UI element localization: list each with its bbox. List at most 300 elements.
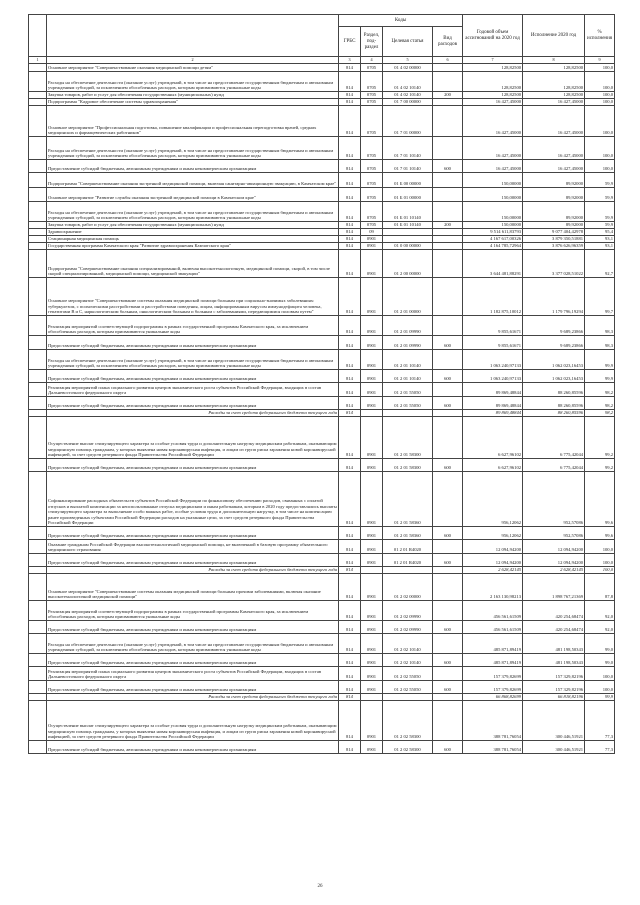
- column-number: 1: [29, 57, 47, 64]
- row-grbs: 814: [339, 278, 361, 316]
- row-plan-amount: 2 163 130,98213: [463, 574, 523, 601]
- row-description: Предоставление субсидий бюджетным, автономным учреждениям и иным некоммерческим организациям: [47, 554, 339, 567]
- row-index-cell: [29, 397, 47, 410]
- row-fact-amount: 128,82500: [523, 92, 585, 99]
- row-description: Закупка товаров, работ и услуг для обеспечения государственных (муниципальных) нужд: [47, 92, 339, 99]
- row-index-cell: [29, 160, 47, 173]
- row-grbs: 814: [339, 160, 361, 173]
- row-grbs: 814: [339, 621, 361, 634]
- row-percent: 87,8: [585, 574, 615, 601]
- row-index-cell: [29, 694, 47, 701]
- row-description: Предоставление субсидий бюджетным, автономным учреждениям и иным некоммерческим организациям: [47, 370, 339, 383]
- row-percent: 100,0: [585, 667, 615, 681]
- row-description: Стационарная медицинская помощь: [47, 236, 339, 243]
- row-razdel: 0901: [361, 527, 383, 540]
- row-target-article: 01 2 00 00000: [383, 250, 433, 278]
- row-description: Предоставление субсидий бюджетным, автономным учреждениям и иным некоммерческим организациям: [47, 160, 339, 173]
- row-target-article: 01 Б 01 10140: [383, 222, 433, 229]
- row-description: Расходы за счет средств федерального бюджета текущего года: [47, 410, 339, 417]
- row-description: Софинансирование расходных обязательств субъектов Российской Федерации по финансовому обеспечению расходов, связанных с оплатой отпусков и выплатой компенсации за неиспользованные отпуска медицинским и иным работникам, которым в 2020 году предоставлялись выплаты стимулирующего характера за выполнение особо важных работ, особые условия труда и дополнительную нагрузку, в том числе на компенсацию ранее произведенных субъектами Российской Федерации расходов на указанные цели, за счет средств резервного фонда Правительства Российской Федерации: [47, 472, 339, 527]
- row-grbs: 814: [339, 701, 361, 741]
- row-description: Предоставление субсидий бюджетным, автономным учреждениям и иным некоммерческим организациям: [47, 741, 339, 754]
- table-row: [29, 472, 615, 527]
- row-plan-amount: 89 869,48844: [463, 397, 523, 410]
- row-percent: 100,0: [585, 64, 615, 72]
- row-fact-amount: 3 876 626,96359: [523, 243, 585, 250]
- table-row: [29, 64, 615, 72]
- table-row: [29, 350, 615, 370]
- row-fact-amount: 300 446,51921: [523, 741, 585, 754]
- row-expense-type: 600: [433, 459, 463, 472]
- table-row: [29, 527, 615, 540]
- row-fact-amount: 2 628,42145: [523, 567, 585, 574]
- row-expense-type: [433, 667, 463, 681]
- row-fact-amount: 1 062 023,16453: [523, 370, 585, 383]
- row-grbs: 814: [339, 243, 361, 250]
- table-row: [29, 621, 615, 634]
- row-percent: 99,9: [585, 350, 615, 370]
- table-row: [29, 370, 615, 383]
- row-index-cell: [29, 137, 47, 160]
- row-expense-type: [433, 601, 463, 621]
- row-description: Предоставление субсидий бюджетным, автономным учреждениям и иным некоммерческим организациям: [47, 459, 339, 472]
- row-percent: 99,6: [585, 527, 615, 540]
- row-index-cell: [29, 250, 47, 278]
- row-grbs: 814: [339, 92, 361, 99]
- row-fact-amount: 6 775,42044: [523, 417, 585, 459]
- row-razdel: 0901: [361, 383, 383, 397]
- row-description: Реализация мероприятий соответствующей подпрограммы в рамках государственной программы Камчатского края, за исключением обособленных расходов, которым присваиваются уникальные коды: [47, 601, 339, 621]
- row-index-cell: [29, 278, 47, 316]
- table-subtotal-row: [29, 567, 615, 574]
- row-grbs: 814: [339, 137, 361, 160]
- row-expense-type: [433, 250, 463, 278]
- row-description: Основное мероприятие "Совершенствование системы оказания медицинской помощи больным прочими заболеваниями, включая оказание высокотехнологичной медицинской помощи": [47, 574, 339, 601]
- row-razdel: 0705: [361, 72, 383, 92]
- row-expense-type: 600: [433, 370, 463, 383]
- row-plan-amount: 485 871,89419: [463, 634, 523, 654]
- row-index-cell: [29, 236, 47, 243]
- row-target-article: [383, 236, 433, 243]
- row-razdel: 0901: [361, 459, 383, 472]
- row-plan-amount: 16 427,45000: [463, 137, 523, 160]
- row-index-cell: [29, 417, 47, 459]
- table-subtotal-row: [29, 410, 615, 417]
- row-grbs: 814: [339, 601, 361, 621]
- row-fact-amount: 89,92000: [523, 202, 585, 222]
- row-index-cell: [29, 106, 47, 137]
- row-razdel: 0901: [361, 634, 383, 654]
- header-plan: Годовой объем ассигнований на 2020 год: [463, 15, 523, 57]
- row-index-cell: [29, 574, 47, 601]
- table-row: [29, 160, 615, 173]
- row-plan-amount: 2 628,42145: [463, 567, 523, 574]
- table-row: [29, 741, 615, 754]
- row-index-cell: [29, 540, 47, 554]
- row-target-article: [383, 694, 433, 701]
- row-index-cell: [29, 64, 47, 72]
- row-target-article: 01 2 01 10140: [383, 370, 433, 383]
- row-fact-amount: 88 260,85596: [523, 383, 585, 397]
- row-razdel: [361, 694, 383, 701]
- row-description: Расходы на обеспечение деятельности (оказание услуг) учреждений, в том числе на предоставление государственным бюджетным и автономным учреждениям субсидий, за исключением обособленных расходов, которым присваиваются уникальные коды: [47, 634, 339, 654]
- row-fact-amount: 952,57086: [523, 527, 585, 540]
- table-row: [29, 92, 615, 99]
- row-description: Расходы за счет средств федерального бюджета текущего года: [47, 694, 339, 701]
- row-grbs: 814: [339, 350, 361, 370]
- row-plan-amount: 1 182 875,10012: [463, 278, 523, 316]
- row-expense-type: 200: [433, 92, 463, 99]
- row-plan-amount: 4 167 617,00326: [463, 236, 523, 243]
- row-index-cell: [29, 222, 47, 229]
- row-grbs: 814: [339, 667, 361, 681]
- row-razdel: 0901: [361, 601, 383, 621]
- row-plan-amount: 1 063 240,97133: [463, 370, 523, 383]
- row-description: Подпрограмма "Кадровое обеспечение системы здравоохранения": [47, 99, 339, 106]
- row-percent: 100,0: [585, 554, 615, 567]
- row-target-article: 01 7 01 10140: [383, 137, 433, 160]
- row-target-article: 01 2 01 10140: [383, 350, 433, 370]
- row-index-cell: [29, 681, 47, 694]
- table-row: [29, 681, 615, 694]
- row-description: Реализация мероприятий плана социального развития центров экономического роста субъектов Российской Федерации, входящих в состав Дальневосточного федерального округа: [47, 667, 339, 681]
- row-fact-amount: 89,92000: [523, 173, 585, 188]
- row-index-cell: [29, 316, 47, 336]
- column-number: 2: [47, 57, 339, 64]
- row-plan-amount: 485 871,89419: [463, 654, 523, 667]
- row-razdel: 0901: [361, 278, 383, 316]
- row-description: Реализация мероприятий соответствующей подпрограммы в рамках государственной программы Камчатского края, за исключением обособленных расходов, которым присваиваются уникальные коды: [47, 316, 339, 336]
- row-fact-amount: 128,82500: [523, 64, 585, 72]
- table-row: [29, 397, 615, 410]
- row-fact-amount: 481 198,50343: [523, 634, 585, 654]
- row-plan-amount: 12 094,94200: [463, 540, 523, 554]
- row-grbs: 814: [339, 527, 361, 540]
- row-expense-type: [433, 99, 463, 106]
- row-percent: 98,2: [585, 410, 615, 417]
- page-number: 26: [317, 884, 323, 889]
- row-plan-amount: 956,12062: [463, 472, 523, 527]
- row-expense-type: [433, 567, 463, 574]
- row-grbs: 814: [339, 250, 361, 278]
- row-fact-amount: 12 094,94200: [523, 540, 585, 554]
- row-target-article: 01 2 02 09990: [383, 601, 433, 621]
- row-index-cell: [29, 459, 47, 472]
- row-percent: 99,9: [585, 694, 615, 701]
- row-grbs: 814: [339, 634, 361, 654]
- row-description: Подпрограмма "Совершенствование оказания экстренной медицинской помощи, включая санитарно-авиационную эвакуацию, в Камчатском крае": [47, 173, 339, 188]
- row-percent: 59,9: [585, 173, 615, 188]
- row-percent: 100,0: [585, 567, 615, 574]
- header-empty-cell: [47, 15, 339, 57]
- row-razdel: 0705: [361, 106, 383, 137]
- row-target-article: [383, 410, 433, 417]
- row-fact-amount: 157 329,82196: [523, 667, 585, 681]
- row-index-cell: [29, 370, 47, 383]
- row-razdel: 0901: [361, 250, 383, 278]
- row-expense-type: 600: [433, 554, 463, 567]
- row-razdel: 0705: [361, 64, 383, 72]
- column-number: 6: [433, 57, 463, 64]
- column-number-row: [29, 57, 615, 64]
- row-expense-type: [433, 236, 463, 243]
- row-razdel: 0901: [361, 574, 383, 601]
- row-percent: 98,3: [585, 336, 615, 350]
- row-expense-type: 600: [433, 527, 463, 540]
- row-fact-amount: 952,57086: [523, 472, 585, 527]
- row-target-article: 01 2 01 00000: [383, 278, 433, 316]
- row-index-cell: [29, 634, 47, 654]
- row-index-cell: [29, 527, 47, 540]
- row-description: Предоставление субсидий бюджетным, автономным учреждениям и иным некоммерческим организациям: [47, 681, 339, 694]
- row-percent: 98,2: [585, 383, 615, 397]
- row-razdel: 0705: [361, 202, 383, 222]
- row-description: Предоставление субсидий бюджетным, автономным учреждениям и иным некоммерческим организациям: [47, 336, 339, 350]
- table-row: [29, 278, 615, 316]
- row-target-article: 01 2 01 R4020: [383, 554, 433, 567]
- row-plan-amount: 128,82500: [463, 72, 523, 92]
- row-expense-type: [433, 316, 463, 336]
- row-expense-type: [433, 229, 463, 236]
- table-row: [29, 574, 615, 601]
- table-row: [29, 188, 615, 202]
- row-plan-amount: 4 164 785,72964: [463, 243, 523, 250]
- row-percent: 100,0: [585, 137, 615, 160]
- row-index-cell: [29, 654, 47, 667]
- table-row: [29, 667, 615, 681]
- row-grbs: 814: [339, 72, 361, 92]
- table-row: [29, 701, 615, 741]
- row-target-article: 01 2 01 58300: [383, 459, 433, 472]
- table-row: [29, 99, 615, 106]
- row-target-article: 01 Б 00 00000: [383, 173, 433, 188]
- row-razdel: [361, 410, 383, 417]
- row-description: Расходы на обеспечение деятельности (оказание услуг) учреждений, в том числе на предоставление государственным бюджетным и автономным учреждениям субсидий, за исключением обособленных расходов, которым присваиваются уникальные коды: [47, 350, 339, 370]
- row-target-article: 01 7 00 00000: [383, 99, 433, 106]
- row-grbs: 814: [339, 188, 361, 202]
- row-percent: 59,9: [585, 222, 615, 229]
- row-index-cell: [29, 741, 47, 754]
- row-index-cell: [29, 601, 47, 621]
- row-plan-amount: 956,12062: [463, 527, 523, 540]
- row-fact-amount: 1 179 796,19294: [523, 278, 585, 316]
- row-fact-amount: 128,82500: [523, 72, 585, 92]
- row-expense-type: 600: [433, 160, 463, 173]
- row-percent: 100,0: [585, 681, 615, 694]
- row-index-cell: [29, 229, 47, 236]
- header-fact: Исполнение 2020 год: [523, 15, 585, 57]
- row-razdel: 0901: [361, 654, 383, 667]
- row-target-article: 01 2 02 55050: [383, 667, 433, 681]
- row-percent: 98,3: [585, 316, 615, 336]
- row-razdel: 0901: [361, 243, 383, 250]
- row-razdel: 0705: [361, 222, 383, 229]
- row-fact-amount: 16 427,45000: [523, 160, 585, 173]
- row-razdel: 09: [361, 229, 383, 236]
- row-expense-type: [433, 383, 463, 397]
- row-grbs: 814: [339, 694, 361, 701]
- row-razdel: [361, 567, 383, 574]
- row-grbs: 814: [339, 397, 361, 410]
- column-number: 7: [463, 57, 523, 64]
- row-grbs: 814: [339, 540, 361, 554]
- row-expense-type: [433, 243, 463, 250]
- header-target-article: Целевая статья: [383, 27, 433, 57]
- row-description: Предоставление субсидий бюджетным, автономным учреждениям и иным некоммерческим организациям: [47, 654, 339, 667]
- row-target-article: 01 0 00 00000: [383, 243, 433, 250]
- row-description: Оказание гражданам Российской Федерации высокотехнологичной медицинской помощи, не включенной в базовую программу обязательного медицинского страхования: [47, 540, 339, 554]
- row-expense-type: [433, 701, 463, 741]
- row-description: Закупка товаров, работ и услуг для обеспечения государственных (муниципальных) нужд: [47, 222, 339, 229]
- row-razdel: 0901: [361, 397, 383, 410]
- row-expense-type: 600: [433, 681, 463, 694]
- row-index-cell: [29, 383, 47, 397]
- table-row: [29, 316, 615, 336]
- row-percent: 59,9: [585, 202, 615, 222]
- table-row: [29, 601, 615, 621]
- row-target-article: 01 2 01 58360: [383, 472, 433, 527]
- row-expense-type: 200: [433, 222, 463, 229]
- row-expense-type: [433, 410, 463, 417]
- row-fact-amount: 481 198,50343: [523, 654, 585, 667]
- row-percent: 59,9: [585, 188, 615, 202]
- header-empty-cell: [29, 15, 47, 57]
- row-percent: 93,1: [585, 236, 615, 243]
- row-index-cell: [29, 350, 47, 370]
- column-number: 4: [361, 57, 383, 64]
- row-percent: 99,2: [585, 459, 615, 472]
- row-fact-amount: 16 427,45000: [523, 137, 585, 160]
- row-expense-type: [433, 137, 463, 160]
- row-grbs: 814: [339, 99, 361, 106]
- row-description: Основное мероприятие "Развитие службы оказания экстренной медицинской помощи в Камчатском крае": [47, 188, 339, 202]
- row-razdel: 0705: [361, 137, 383, 160]
- row-description: Расходы за счет средств федерального бюджета текущего года: [47, 567, 339, 574]
- row-description: Расходы на обеспечение деятельности (оказание услуг) учреждений, в том числе на предоставление государственным бюджетным и автономным учреждениям субсидий, за исключением обособленных расходов, которым присваиваются уникальные коды: [47, 202, 339, 222]
- row-expense-type: [433, 202, 463, 222]
- row-razdel: 0901: [361, 472, 383, 527]
- header-percent: % исполнения: [585, 15, 615, 57]
- row-target-article: 01 4 02 00000: [383, 64, 433, 72]
- row-razdel: 0705: [361, 173, 383, 188]
- row-grbs: 814: [339, 106, 361, 137]
- table-row: [29, 634, 615, 654]
- row-plan-amount: 89 869,48844: [463, 383, 523, 397]
- row-target-article: 01 2 02 58300: [383, 741, 433, 754]
- row-fact-amount: 9 077 404,42978: [523, 229, 585, 236]
- row-expense-type: [433, 634, 463, 654]
- row-target-article: 01 Б 01 00000: [383, 188, 433, 202]
- row-percent: 100,0: [585, 92, 615, 99]
- row-percent: 100,0: [585, 106, 615, 137]
- row-expense-type: 600: [433, 621, 463, 634]
- table-row: [29, 106, 615, 137]
- row-plan-amount: 150,00000: [463, 173, 523, 188]
- row-target-article: 01 2 01 55050: [383, 397, 433, 410]
- row-target-article: [383, 229, 433, 236]
- row-target-article: 01 2 02 09990: [383, 621, 433, 634]
- column-number: 9: [585, 57, 615, 64]
- row-target-article: 01 Б 01 10140: [383, 202, 433, 222]
- budget-table-page: [28, 14, 614, 754]
- row-grbs: 814: [339, 222, 361, 229]
- row-expense-type: [433, 72, 463, 92]
- row-fact-amount: 157 329,82196: [523, 681, 585, 694]
- table-row: [29, 243, 615, 250]
- row-plan-amount: 66 868,82699: [463, 694, 523, 701]
- table-row: [29, 173, 615, 188]
- row-index-cell: [29, 92, 47, 99]
- row-index-cell: [29, 472, 47, 527]
- row-target-article: 01 2 01 R4020: [383, 540, 433, 554]
- row-grbs: 814: [339, 229, 361, 236]
- row-expense-type: 600: [433, 741, 463, 754]
- row-description: Предоставление субсидий бюджетным, автономным учреждениям и иным некоммерческим организациям: [47, 397, 339, 410]
- row-plan-amount: 12 094,94200: [463, 554, 523, 567]
- row-percent: 95,4: [585, 229, 615, 236]
- row-percent: 99,0: [585, 634, 615, 654]
- row-grbs: 814: [339, 574, 361, 601]
- row-expense-type: [433, 106, 463, 137]
- header-grbs: ГРБС: [339, 27, 361, 57]
- row-fact-amount: 1 898 767,21369: [523, 574, 585, 601]
- row-index-cell: [29, 667, 47, 681]
- row-razdel: 0705: [361, 160, 383, 173]
- row-fact-amount: 420 254,68474: [523, 621, 585, 634]
- row-percent: 100,0: [585, 72, 615, 92]
- row-expense-type: [433, 417, 463, 459]
- row-expense-type: [433, 350, 463, 370]
- row-grbs: 814: [339, 567, 361, 574]
- budget-execution-table: [28, 14, 615, 754]
- row-index-cell: [29, 99, 47, 106]
- row-target-article: 01 2 02 55050: [383, 681, 433, 694]
- row-fact-amount: 16 427,45000: [523, 106, 585, 137]
- table-row: [29, 417, 615, 459]
- row-plan-amount: 128,82500: [463, 64, 523, 72]
- row-fact-amount: 300 446,51921: [523, 701, 585, 741]
- row-plan-amount: 9 855,61671: [463, 316, 523, 336]
- row-grbs: 814: [339, 64, 361, 72]
- row-grbs: 814: [339, 370, 361, 383]
- row-target-article: 01 2 02 58300: [383, 701, 433, 741]
- row-plan-amount: 16 427,45000: [463, 106, 523, 137]
- row-percent: 99,2: [585, 417, 615, 459]
- row-razdel: 0901: [361, 316, 383, 336]
- row-target-article: 01 2 01 09990: [383, 336, 433, 350]
- row-index-cell: [29, 72, 47, 92]
- row-fact-amount: 1 062 023,16453: [523, 350, 585, 370]
- row-expense-type: [433, 64, 463, 72]
- row-percent: 92,7: [585, 250, 615, 278]
- row-percent: 99,6: [585, 472, 615, 527]
- row-grbs: 814: [339, 202, 361, 222]
- row-description: Основное мероприятие "Совершенствование оказания медицинской помощи детям": [47, 64, 339, 72]
- row-fact-amount: 420 254,68474: [523, 601, 585, 621]
- row-razdel: 0901: [361, 621, 383, 634]
- row-expense-type: 600: [433, 397, 463, 410]
- row-target-article: 01 2 01 09990: [383, 316, 433, 336]
- row-description: Основное мероприятие "Совершенствование системы оказания медицинской помощи больным при социально-значимых заболеваниях: туберкулезом, с психическими расстройствами и расстройствами поведения, лицам, инфицированным вирусом иммунодефицита человека, гепатитами В и С, наркологическим больным, онкологическим больным и больным с заболеваниями, передающимися половым путем": [47, 278, 339, 316]
- row-percent: 100,0: [585, 99, 615, 106]
- column-number: 5: [383, 57, 433, 64]
- row-expense-type: [433, 694, 463, 701]
- row-target-article: [383, 567, 433, 574]
- header-codes: Коды: [339, 15, 463, 27]
- row-plan-amount: 150,00000: [463, 202, 523, 222]
- row-razdel: 0705: [361, 92, 383, 99]
- table-row: [29, 229, 615, 236]
